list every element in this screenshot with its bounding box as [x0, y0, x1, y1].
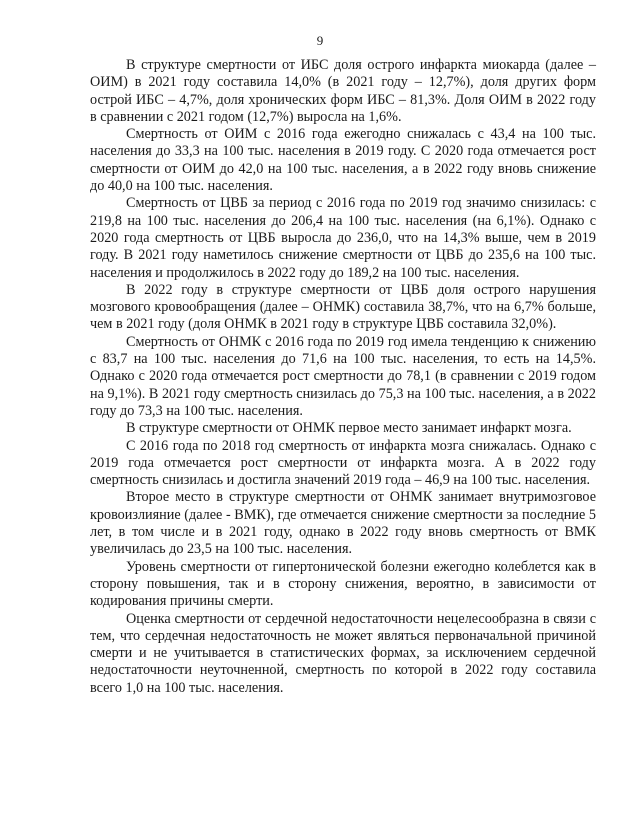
paragraph-stroke-share: В 2022 году в структуре смертности от ЦВБ доля острого нарушения мозгового кровообращения (далее – ОНМК) составила 38,7%, что на 6,7% больше, чем в 2021 году (доля ОНМК в 2021 году в структуре ЦВБ составила 32,0%).: [90, 281, 596, 333]
paragraph-heart-failure: Оценка смертности от сердечной недостаточности нецелесообразна в связи с тем, что сердечная недостаточность не может являться первоначальной причиной смерти и не учитывается в статистических формах, за исключением сердечной недостаточности неуточненной, смертность по которой в 2022 году составила всего 1,0 на 100 тыс. населения.: [90, 610, 596, 696]
paragraph-hypertension: Уровень смертности от гипертонической болезни ежегодно колеблется как в сторону повышения, так и в сторону снижения, вероятно, в зависимости от кодирования причины смерти.: [90, 558, 596, 610]
paragraph-cerebral-infarction: С 2016 года по 2018 год смертность от инфаркта мозга снижалась. Однако с 2019 года отмечается рост смертности от инфаркта мозга. А в 2022 году смертность снизилась и достигла значений 2019 года – 46,9 на 100 тыс. населения.: [90, 437, 596, 489]
paragraph-ami-mortality: Смертность от ОИМ с 2016 года ежегодно снижалась с 43,4 на 100 тыс. населения до 33,3 на 100 тыс. населения в 2019 году. С 2020 года отмечается рост смертности от ОИМ до 42,0 на 100 тыс. населения, а в 2022 году вновь снижение до 40,0 на 100 тыс. населения.: [90, 126, 596, 195]
body-text: [90, 57, 596, 697]
paragraph-ami-share: В структуре смертности от ИБС доля острого инфаркта миокарда (далее – ОИМ) в 2021 году составила 14,0% (в 2021 году – 12,7%), доля других форм острой ИБС – 4,7%, доля хронических форм ИБС – 81,3%. Доля ОИМ в 2022 году в сравнении с 2021 годом (12,7%) выросла на 1,6%.: [90, 57, 596, 125]
paragraph-stroke-mortality: Смертность от ОНМК с 2016 года по 2019 год имела тенденцию к снижению с 83,7 на 100 тыс. населения до 71,6 на 100 тыс. населения, то есть на 14,5%. Однако с 2020 года отмечается рост смертности до 78,1 (в сравнении с 2019 годом на 9,1%). В 2021 году смертность снизилась до 75,3 на 100 тыс. населения, а в 2022 году до 73,3 на 100 тыс. населения.: [90, 333, 596, 419]
paragraph-intracerebral-hemorrhage: Второе место в структуре смертности от ОНМК занимает внутримозговое кровоизлияние (далее - ВМК), где отмечается снижение смертности за последние 5 лет, в том числе и в 2021 году, однако в 2022 году вновь смертность от ВМК увеличилась до 23,5 на 100 тыс. населения.: [90, 489, 596, 558]
page-number: 9: [316, 33, 324, 48]
paragraph-stroke-structure: В структуре смертности от ОНМК первое место занимает инфаркт мозга.: [126, 420, 572, 437]
paragraph-cvd-mortality: Смертность от ЦВБ за период с 2016 года по 2019 год значимо снизилась: с 219,8 на 100 тыс. населения до 206,4 на 100 тыс. населения (на 6,1%). Однако с 2020 года смертность от ЦВБ выросла до 236,0, что на 14,3% выше, чем в 2019 году. В 2021 году наметилось снижение смертности от ЦВБ до 235,6 на 100 тыс. населения и продолжилось в 2022 году до 189,2 на 100 тыс. населения.: [90, 195, 596, 281]
